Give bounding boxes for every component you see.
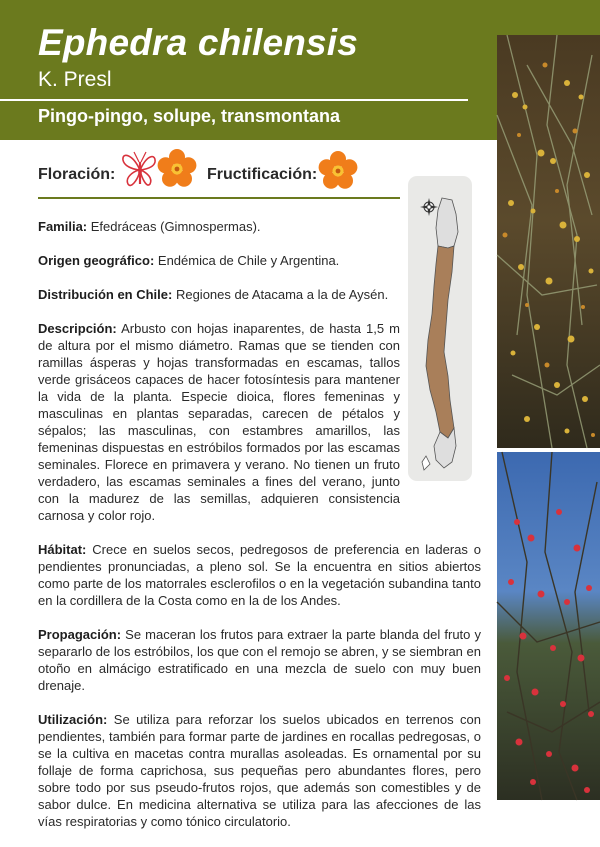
section-familia	[38, 218, 400, 235]
section-origen-text: Endémica de Chile y Argentina.	[154, 253, 340, 268]
section-descripcion-text: Arbusto con hojas inaparentes, de hasta 1,5 m de altura por el mismo diámetro. Ramas que se tienden con ramillas ásperas y hojas transformadas en escamas, tallos verde grisáceos capaces de hacer fotosíntesis para mantener la vida de la planta. Especie dioica, flores femeninas y masculinas en plantas separadas, carecen de pétalos y sépalos; las masculinas, con estambres amarillos, las femeninas dispuestas en estróbilos formados por las escamas seminales. Florece en primavera y verano. No tienen un fruto verdadero, las escamas seminales a fines del verano, junto con la madurez de las semillas, adquieren consistencia carnosa y color rojo.	[38, 321, 400, 523]
fruiting-label: Fructificación:	[207, 166, 318, 183]
section-descripcion	[38, 320, 400, 524]
section-distribucion	[38, 286, 400, 303]
section-utilizacion-text: Se utiliza para reforzar los suelos ubicados en terrenos con pendientes, también para formar parte de jardines en rocallas pedregosas, o se la cultiva en macetas contra murallas asoleadas. Es ornamental por su follaje de forma caprichosa, sus pequeñas pero abundantes flores, pero sobre todo por sus pseudo-frutos rojos, que además son comestibles y de sabor dulce. En medicina alternativa se utiliza para las afecciones de las vías respiratorias y como tónico circulatorio.	[38, 712, 481, 829]
section-utilizacion	[38, 711, 481, 830]
flower-icon-flowering	[156, 148, 198, 190]
section-familia-label: Familia:	[38, 219, 88, 234]
flowering-label: Floración:	[38, 166, 116, 183]
species-author: K. Presl	[38, 68, 112, 91]
section-habitat	[38, 541, 481, 609]
flower-icon-fruiting	[317, 150, 359, 192]
compass-icon	[420, 198, 438, 216]
plant-photo-flowers	[497, 35, 600, 448]
plant-photo-fruits	[497, 452, 600, 800]
section-descripcion-label: Descripción:	[38, 321, 117, 336]
section-origen-label: Origen geográfico:	[38, 253, 155, 268]
header-divider	[0, 99, 468, 101]
section-propagacion-label: Propagación:	[38, 627, 122, 642]
phenology-divider	[38, 197, 400, 199]
phenology-row	[38, 146, 400, 198]
section-utilizacion-label: Utilización:	[38, 712, 108, 727]
section-distribucion-text: Regiones de Atacama a la de Aysén.	[172, 287, 389, 302]
species-description	[38, 218, 481, 847]
section-familia-text: Efedráceas (Gimnospermas).	[87, 219, 261, 234]
butterfly-icon	[120, 148, 158, 192]
section-origen	[38, 252, 400, 269]
section-habitat-label: Hábitat:	[38, 542, 87, 557]
section-propagacion	[38, 626, 481, 694]
species-title: Ephedra chilensis	[38, 22, 359, 63]
common-names: Pingo-pingo, solupe, transmontana	[38, 106, 341, 126]
section-distribucion-label: Distribución en Chile:	[38, 287, 173, 302]
section-habitat-text: Crece en suelos secos, pedregosos de preferencia en laderas o pendientes pronunciadas, a pleno sol. Se la encuentra en sitios abiertos como parte de los matorrales esclerofilos o en la vegetación subandina tanto en la cordillera de la Costa como en la de los Andes.	[38, 542, 481, 608]
section-propagacion-text: Se maceran los frutos para extraer la parte blanda del fruto y separarlo de los estróbilos, los que con el remojo se abren, y se siembran en otoño en almácigo estratificado en una mezcla de suelo con muy buen drenaje.	[38, 627, 481, 693]
